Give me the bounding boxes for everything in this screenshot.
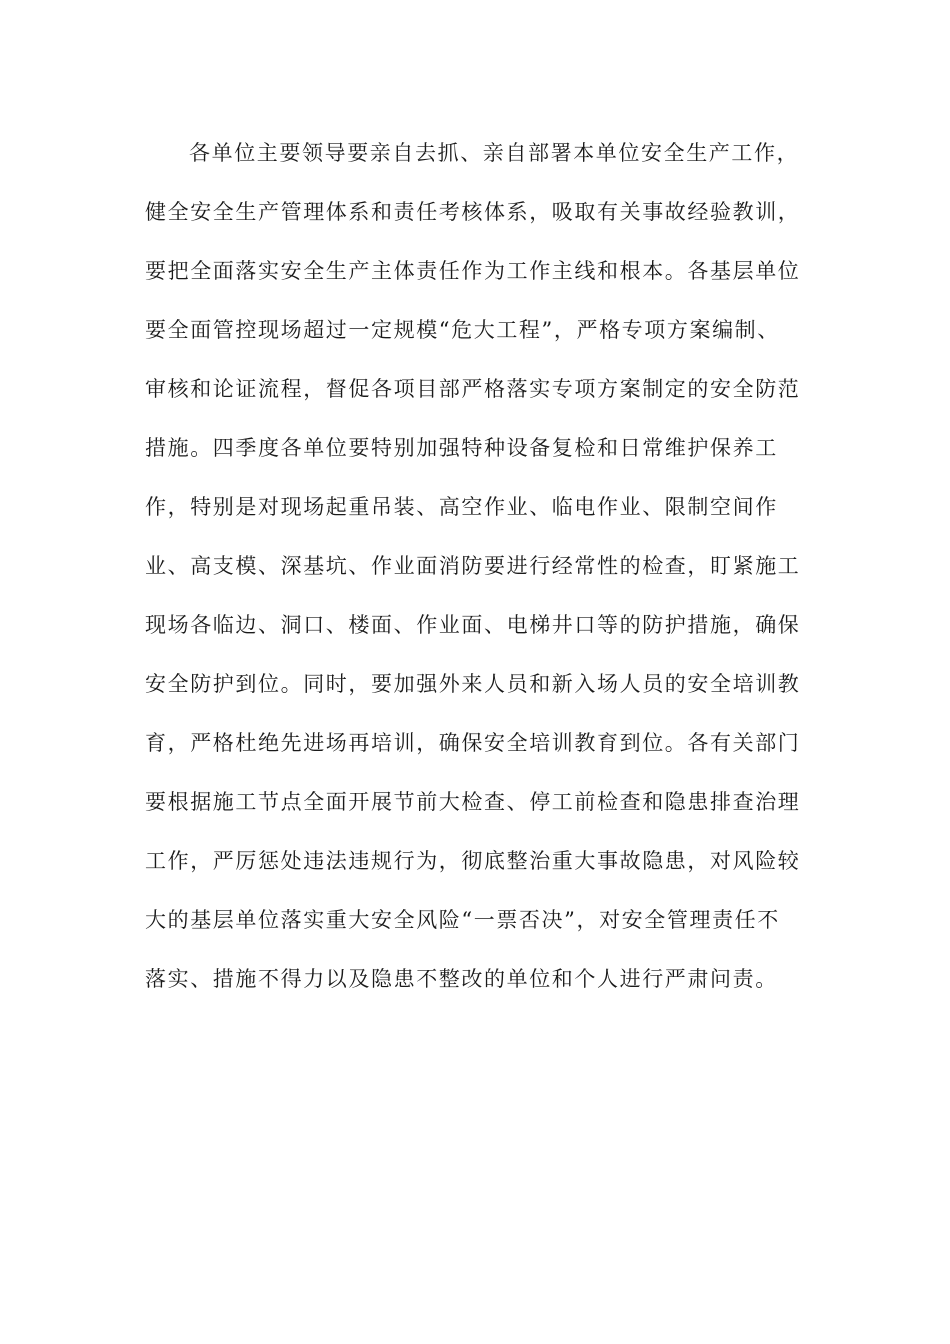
paragraph-line: 安全防护到位。同时，要加强外来人员和新入场人员的安全培训教	[145, 672, 801, 696]
paragraph-line: 要把全面落实安全生产主体责任作为工作主线和根本。各基层单位	[145, 259, 801, 283]
paragraph-line: 要根据施工节点全面开展节前大检查、停工前检查和隐患排查治理	[145, 790, 801, 814]
paragraph-line: 工作，严厉惩处违法违规行为，彻底整治重大事故隐患，对风险较	[145, 849, 801, 873]
paragraph-line: 大的基层单位落实重大安全风险“一票否决”，对安全管理责任不	[145, 908, 780, 932]
body-paragraph	[145, 124, 805, 1009]
paragraph-line: 要全面管控现场超过一定规模“危大工程”，严格专项方案编制、	[145, 318, 780, 342]
paragraph-line: 审核和论证流程，督促各项目部严格落实专项方案制定的安全防范	[145, 377, 801, 401]
paragraph-line: 现场各临边、洞口、楼面、作业面、电梯井口等的防护措施，确保	[145, 613, 801, 637]
paragraph-line: 措施。四季度各单位要特别加强特种设备复检和日常维护保养工	[145, 436, 778, 460]
paragraph-line: 健全安全生产管理体系和责任考核体系，吸取有关事故经验教训，	[145, 200, 801, 224]
paragraph-line: 各单位主要领导要亲自去抓、亲自部署本单位安全生产工作，	[189, 141, 800, 165]
paragraph-line: 落实、措施不得力以及隐患不整改的单位和个人进行严肃问责。	[145, 967, 778, 991]
paragraph-line: 业、高支模、深基坑、作业面消防要进行经常性的检查，盯紧施工	[145, 554, 801, 578]
paragraph-line: 作，特别是对现场起重吊装、高空作业、临电作业、限制空间作	[145, 495, 778, 519]
paragraph-line: 育，严格杜绝先进场再培训，确保安全培训教育到位。各有关部门	[145, 731, 801, 755]
